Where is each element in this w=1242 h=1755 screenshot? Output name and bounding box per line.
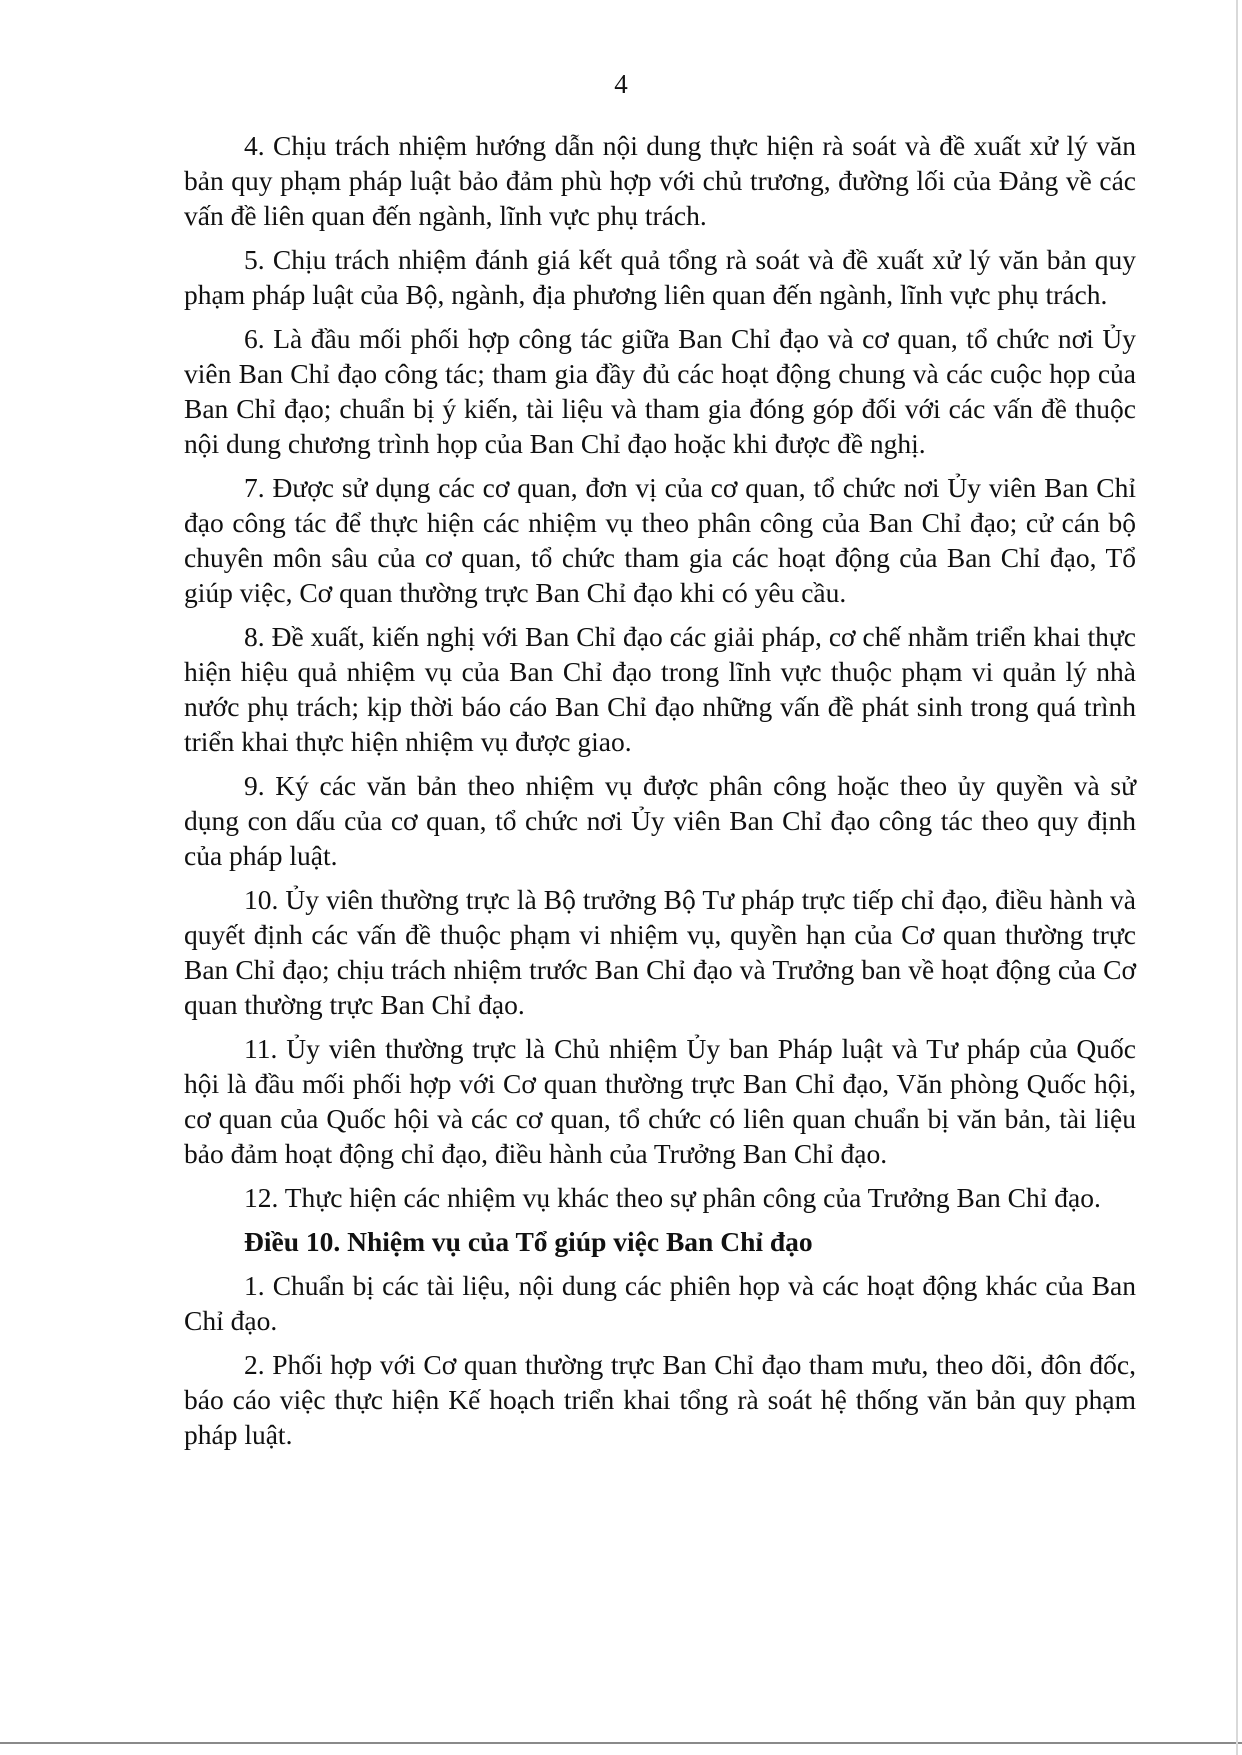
paragraph-item-8: 8. Đề xuất, kiến nghị với Ban Chỉ đạo các giải pháp, cơ chế nhằm triển khai thực hiện hiệu quả nhiệm vụ của Ban Chỉ đạo trong lĩnh vực thuộc phạm vi quản lý nhà nước phụ trách; kịp thời báo cáo Ban Chỉ đạo những vấn đề phát sinh trong quá trình triển khai thực hiện nhiệm vụ được giao.: [184, 621, 1136, 757]
paragraph-item-9: 9. Ký các văn bản theo nhiệm vụ được phân công hoặc theo ủy quyền và sử dụng con dấu của cơ quan, tổ chức nơi Ủy viên Ban Chỉ đạo công tác theo quy định của pháp luật.: [184, 770, 1136, 871]
article-heading: Điều 10. Nhiệm vụ của Tổ giúp việc Ban Chỉ đạo: [244, 1226, 813, 1257]
paragraph-item-10: 10. Ủy viên thường trực là Bộ trưởng Bộ Tư pháp trực tiếp chỉ đạo, điều hành và quyết định các vấn đề thuộc phạm vi nhiệm vụ, quyền hạn của Cơ quan thường trực Ban Chỉ đạo; chịu trách nhiệm trước Ban Chỉ đạo và Trưởng ban về hoạt động của Cơ quan thường trực Ban Chỉ đạo.: [184, 884, 1136, 1020]
paragraph-item-11: 11. Ủy viên thường trực là Chủ nhiệm Ủy ban Pháp luật và Tư pháp của Quốc hội là đầu mối phối hợp với Cơ quan thường trực Ban Chỉ đạo, Văn phòng Quốc hội, cơ quan của Quốc hội và các cơ quan, tổ chức có liên quan chuẩn bị văn bản, tài liệu bảo đảm hoạt động chỉ đạo, điều hành của Trưởng Ban Chỉ đạo.: [184, 1033, 1136, 1169]
article-paragraph-2: 2. Phối hợp với Cơ quan thường trực Ban Chỉ đạo tham mưu, theo dõi, đôn đốc, báo cáo việc thực hiện Kế hoạch triển khai tổng rà soát hệ thống văn bản quy phạm pháp luật.: [184, 1349, 1136, 1450]
scan-bottom-edge: [0, 1742, 1242, 1744]
article-paragraph-1: 1. Chuẩn bị các tài liệu, nội dung các phiên họp và các hoạt động khác của Ban Chỉ đạo.: [184, 1270, 1136, 1336]
paragraph-item-6: 6. Là đầu mối phối hợp công tác giữa Ban Chỉ đạo và cơ quan, tổ chức nơi Ủy viên Ban Chỉ đạo công tác; tham gia đầy đủ các hoạt động chung và các cuộc họp của Ban Chỉ đạo; chuẩn bị ý kiến, tài liệu và tham gia đóng góp đối với các vấn đề thuộc nội dung chương trình họp của Ban Chỉ đạo hoặc khi được đề nghị.: [184, 323, 1136, 459]
paragraph-item-7: 7. Được sử dụng các cơ quan, đơn vị của cơ quan, tổ chức nơi Ủy viên Ban Chỉ đạo công tác để thực hiện các nhiệm vụ theo phân công của Ban Chỉ đạo; cử cán bộ chuyên môn sâu của cơ quan, tổ chức tham gia các hoạt động của Ban Chỉ đạo, Tổ giúp việc, Cơ quan thường trực Ban Chỉ đạo khi có yêu cầu.: [184, 472, 1136, 608]
paragraph-item-12: 12. Thực hiện các nhiệm vụ khác theo sự phân công của Trưởng Ban Chỉ đạo.: [244, 1182, 1101, 1213]
paragraph-item-4: 4. Chịu trách nhiệm hướng dẫn nội dung thực hiện rà soát và đề xuất xử lý văn bản quy phạm pháp luật bảo đảm phù hợp với chủ trương, đường lối của Đảng về các vấn đề liên quan đến ngành, lĩnh vực phụ trách.: [184, 130, 1136, 231]
paragraph-item-5: 5. Chịu trách nhiệm đánh giá kết quả tổng rà soát và đề xuất xử lý văn bản quy phạm pháp luật của Bộ, ngành, địa phương liên quan đến ngành, lĩnh vực phụ trách.: [184, 244, 1136, 310]
scan-right-edge: [1236, 0, 1238, 1755]
document-body: [184, 128, 1136, 1461]
page-number: 4: [614, 69, 628, 99]
